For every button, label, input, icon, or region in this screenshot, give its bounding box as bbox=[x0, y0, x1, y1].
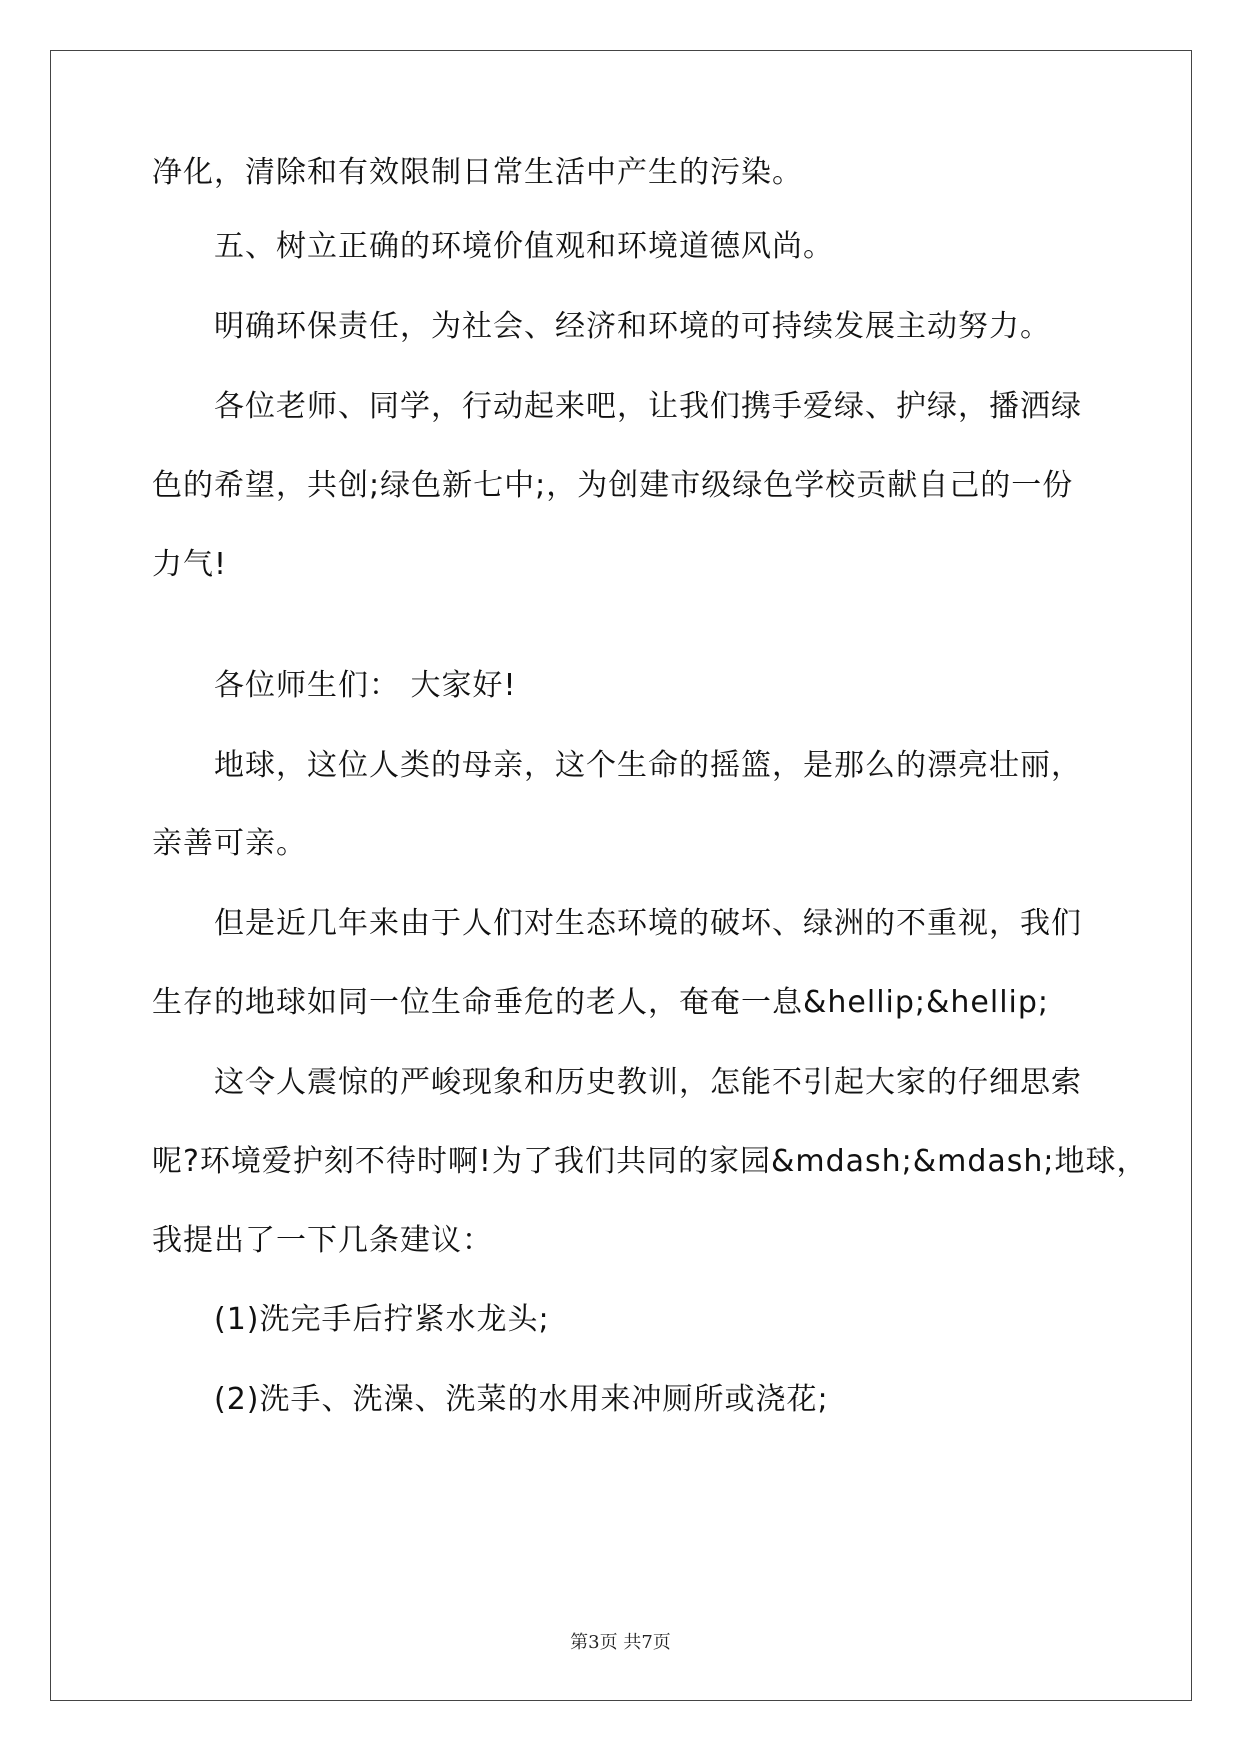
text-line: 生存的地球如同一位生命垂危的老人，奄奄一息&hellip;&hellip; bbox=[152, 985, 1050, 1020]
text-line: 各位师生们： 大家好! bbox=[214, 668, 517, 703]
text-line: 这令人震惊的严峻现象和历史教训，怎能不引起大家的仔细思索 bbox=[214, 1065, 1082, 1100]
text-line: 色的希望，共创;绿色新七中;，为创建市级绿色学校贡献自己的一份 bbox=[152, 468, 1074, 503]
text-line: 但是近几年来由于人们对生态环境的破坏、绿洲的不重视，我们 bbox=[214, 906, 1082, 941]
page-border bbox=[50, 50, 1192, 1701]
page-number-footer: 第3页 共7页 bbox=[570, 1632, 671, 1653]
text-line: 力气! bbox=[152, 547, 228, 582]
text-line: (1)洗完手后拧紧水龙头; bbox=[214, 1302, 550, 1337]
text-line: (2)洗手、洗澡、洗菜的水用来冲厕所或浇花; bbox=[214, 1382, 829, 1417]
text-line: 净化，清除和有效限制日常生活中产生的污染。 bbox=[152, 155, 803, 190]
text-line: 亲善可亲。 bbox=[152, 826, 307, 861]
text-line: 呢?环境爱护刻不待时啊!为了我们共同的家园&mdash;&mdash;地球， bbox=[152, 1144, 1148, 1179]
text-line: 明确环保责任，为社会、经济和环境的可持续发展主动努力。 bbox=[214, 309, 1051, 344]
text-line: 地球，这位人类的母亲，这个生命的摇篮，是那么的漂亮壮丽， bbox=[214, 748, 1082, 783]
text-line: 我提出了一下几条建议： bbox=[152, 1223, 493, 1258]
text-line: 各位老师、同学，行动起来吧，让我们携手爱绿、护绿，播洒绿 bbox=[214, 389, 1082, 424]
text-line: 五、树立正确的环境价值观和环境道德风尚。 bbox=[214, 229, 834, 264]
